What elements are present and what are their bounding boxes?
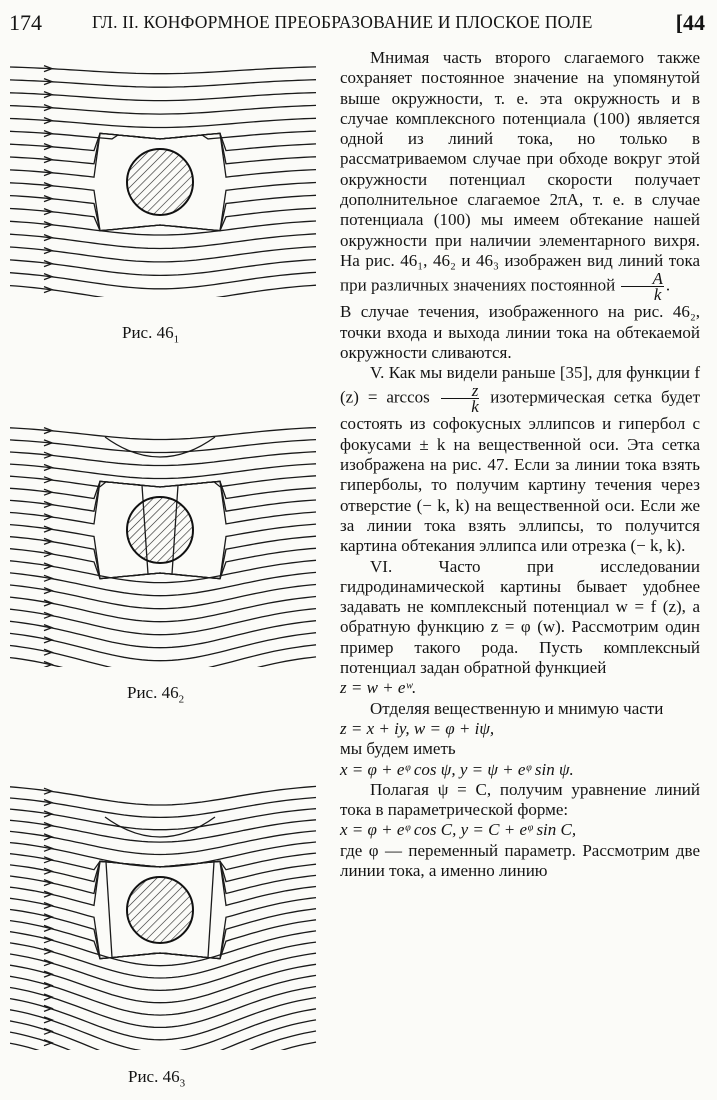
paragraph-7: Полагая ψ = C, получим уравнение линий тока в параметрической форме: [340,779,700,820]
separatrix [105,817,215,837]
figure-46-2-caption: Рис. $46_2$ [127,683,185,706]
streamline [10,440,316,453]
streamline-plot-3 [10,770,320,1050]
section-number: [44 [675,10,705,35]
chapter-title: ГЛ. II. КОНФОРМНОЕ ПРЕОБРАЗОВАНИЕ И ПЛОСКОЕ ПОЛЕ [92,12,593,32]
figure-46-1 [10,52,320,297]
streamline [10,452,316,466]
formula-3: x = φ + eᵠ cos ψ, y = ψ + eᵠ sin ψ. [340,759,574,779]
streamline [10,131,316,139]
streamline [10,633,316,661]
text-column [340,48,700,881]
streamline [10,585,316,609]
formula-4: x = φ + eᵠ cos C, y = C + eᵠ sin C, [340,820,577,840]
obstacle-circle [127,149,193,215]
figure-46-3 [10,770,320,1050]
fraction-a-over-k: $\frac{A}{k}$ [621,271,663,302]
figure-46-2 [10,412,320,667]
streamline [10,428,316,440]
streamline-plot-2 [10,412,320,667]
streamline [10,80,316,88]
paragraph-3: V. Как мы видели раньше [35], для функции f (z) = arccos $\frac{z}{k}$ изотермическая сетка будет состоять из софокусных эллипсов и гипербол с фокусами ± k на вещественной оси. Эта сетка изображена на рис. 47. Если за линии тока взять гиперболы, то получим картину течения через отверстие (− k, k) на вещественной оси. Если же за линии тока взять эллипсы, то получится картина обтекания эллипса или отрезка (− k, k). [340,363,701,556]
obstacle-circle [127,497,193,563]
paragraph-6: мы будем иметь [340,739,456,759]
streamline [10,67,316,74]
fraction-z-over-k: $\frac{z}{k}$ [441,383,480,414]
paragraph-2: В случае течения, изображенного на рис. 46₂, точки входа и выхода линии тока на обтекаемой окружности сливаются. [340,302,700,362]
streamline [10,221,316,235]
streamline [10,476,316,487]
figure-46-1-caption: Рис. $46_1$ [122,323,180,346]
paragraph-1: Мнимая часть второго слагаемого также сохраняет постоянное значение на упомянутой выше окружности, т. е. эта окружность и в случае комплексного потенциала (100) является одной из линий тока, но только в рассматриваемом случае при обходе вокруг этой окружности потенциал скорости получает дополнительное слагаемое 2πA, т. е. в случае потенциала (100) мы имеем обтекание нашей окружности при наличии элементарного вихря. На рис. 46₁, 46₂ и 46₃ изображен вид линий тока при различных значениях постоянной $\frac{A}{k}$ . [340,48,700,305]
streamline [10,285,316,297]
page-header [0,10,717,40]
figure-46-3-caption: Рис. $46_3$ [128,1067,186,1090]
streamline [10,820,316,842]
streamline [10,942,316,978]
page-number: 174 [9,10,42,35]
streamline [10,953,316,990]
streamline [10,93,316,101]
streamline [10,105,316,114]
paragraph-5: Отделяя вещественную и мнимую части [370,698,664,718]
formula-2: z = x + iy, w = φ + iψ, [340,718,495,738]
streamline [10,975,316,1015]
streamline [10,133,316,150]
paragraph-4: VI. Часто при исследовании гидродинамической картины бывает удобнее задавать не комплексный потенциал w = f (z), а обратную функцию z = φ (w). Рассмотрим один пример такого рода. Пусть комплексный потенциал задан обратной функцией [340,556,700,678]
streamline [10,481,316,498]
streamline [10,118,316,127]
streamline-plot-1 [10,52,320,297]
formula-1: z = w + eʷ. [340,678,417,698]
streamline [10,657,316,667]
paragraph-8: где φ — переменный параметр. Рассмотрим две линии тока, а именно линию [340,840,700,880]
streamline [10,234,316,249]
obstacle-circle [127,877,193,943]
